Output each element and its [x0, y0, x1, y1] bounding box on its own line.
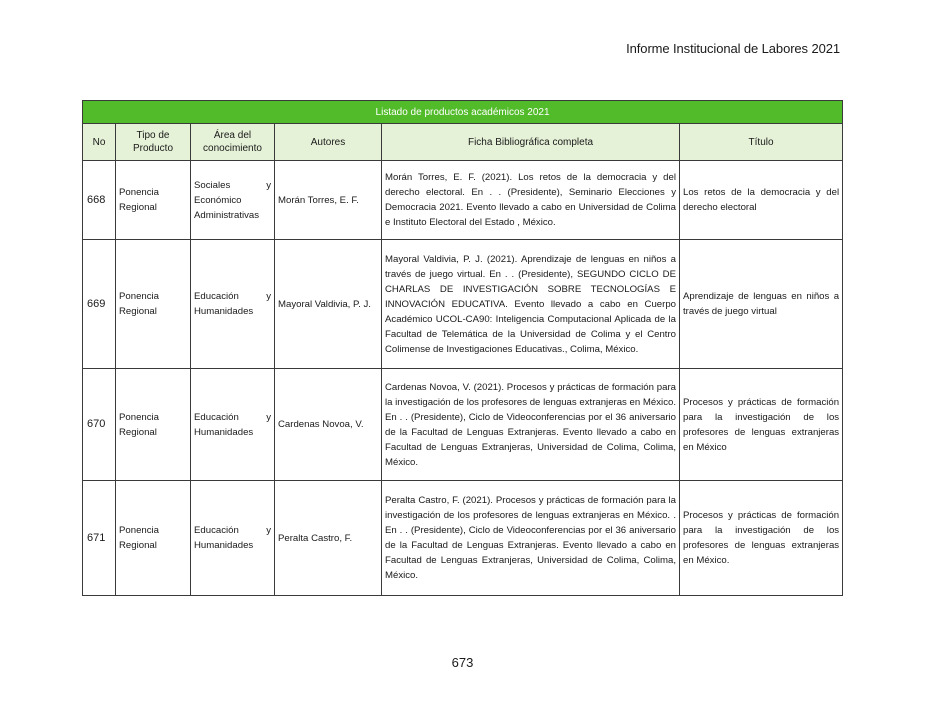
cell-ficha: Mayoral Valdivia, P. J. (2021). Aprendizaje de lenguas en niños a través de juego virtual. En . . (Presidente), SEGUNDO CICLO DE CHARLAS DE INVESTIGACIÓN SOBRE TECNOLOGÍAS E INNOVACIÓN EDUCATIVA. Evento llevado a cabo en Cuerpo Académico UCOL-CA90: Inteligencia Computacional Aplicada de la Facultad de Telemática de la Universidad de Colima y el Centro Colimense de Investigaciones Educativas., Colima, México.	[382, 240, 680, 369]
cell-ficha: Cardenas Novoa, V. (2021). Procesos y prácticas de formación para la investigación de los profesores de lenguas extranjeras en México. En . . (Presidente), Ciclo de Videoconferencias por el 36 aniversario de la Facultad de Lenguas Extranjeras. Evento llevado a cabo en Facultad de Lenguas Extranjeras, Universidad de Colima, Colima, México.	[382, 369, 680, 481]
column-header-area: Área del conocimiento	[191, 124, 275, 161]
column-header-autores: Autores	[275, 124, 382, 161]
table-row	[83, 369, 843, 481]
cell-titulo: Procesos y prácticas de formación para la investigación de los profesores de lenguas extranjeras en México	[680, 369, 843, 481]
cell-no: 670	[83, 369, 116, 481]
cell-no: 671	[83, 481, 116, 596]
cell-autores: Cardenas Novoa, V.	[275, 369, 382, 481]
cell-tipo: Ponencia Regional	[116, 161, 191, 240]
column-header-titulo: Título	[680, 124, 843, 161]
column-header-tipo: Tipo de Producto	[116, 124, 191, 161]
table-row	[83, 240, 843, 369]
products-table-container	[82, 100, 842, 596]
products-table	[82, 100, 843, 596]
cell-ficha: Peralta Castro, F. (2021). Procesos y prácticas de formación para la investigación de los profesores de lenguas extranjeras en México. . En . . (Presidente), Ciclo de Videoconferencias por el 36 aniversario de la Facultad de Lenguas Extranjeras. Evento llevado a cabo en Facultad de Lenguas Extranjeras, Universidad de Colima, Colima, México.	[382, 481, 680, 596]
cell-autores: Peralta Castro, F.	[275, 481, 382, 596]
cell-titulo: Aprendizaje de lenguas en niños a través de juego virtual	[680, 240, 843, 369]
table-row	[83, 161, 843, 240]
page-number: 673	[451, 655, 474, 670]
cell-area: Educación y Humanidades	[191, 240, 275, 369]
cell-tipo: Ponencia Regional	[116, 369, 191, 481]
cell-tipo: Ponencia Regional	[116, 240, 191, 369]
table-header-row	[83, 124, 843, 161]
cell-no: 669	[83, 240, 116, 369]
cell-area: Educación y Humanidades	[191, 481, 275, 596]
table-row	[83, 481, 843, 596]
table-caption-row	[83, 101, 843, 124]
table-caption: Listado de productos académicos 2021	[83, 101, 843, 124]
cell-titulo: Procesos y prácticas de formación para la investigación de los profesores de lenguas extranjeras en México.	[680, 481, 843, 596]
cell-autores: Morán Torres, E. F.	[275, 161, 382, 240]
cell-area: Sociales y Económico Administrativas	[191, 161, 275, 240]
cell-tipo: Ponencia Regional	[116, 481, 191, 596]
cell-autores: Mayoral Valdivia, P. J.	[275, 240, 382, 369]
page-header: Informe Institucional de Labores 2021	[626, 41, 840, 56]
cell-titulo: Los retos de la democracia y del derecho electoral	[680, 161, 843, 240]
cell-no: 668	[83, 161, 116, 240]
column-header-ficha: Ficha Bibliográfica completa	[382, 124, 680, 161]
column-header-no: No	[83, 124, 116, 161]
cell-ficha: Morán Torres, E. F. (2021). Los retos de la democracia y del derecho electoral. En . . (Presidente), Seminario Elecciones y Democracia 2021. Evento llevado a cabo en Universidad de Colima e Instituto Electoral del Estado , México.	[382, 161, 680, 240]
cell-area: Educación y Humanidades	[191, 369, 275, 481]
